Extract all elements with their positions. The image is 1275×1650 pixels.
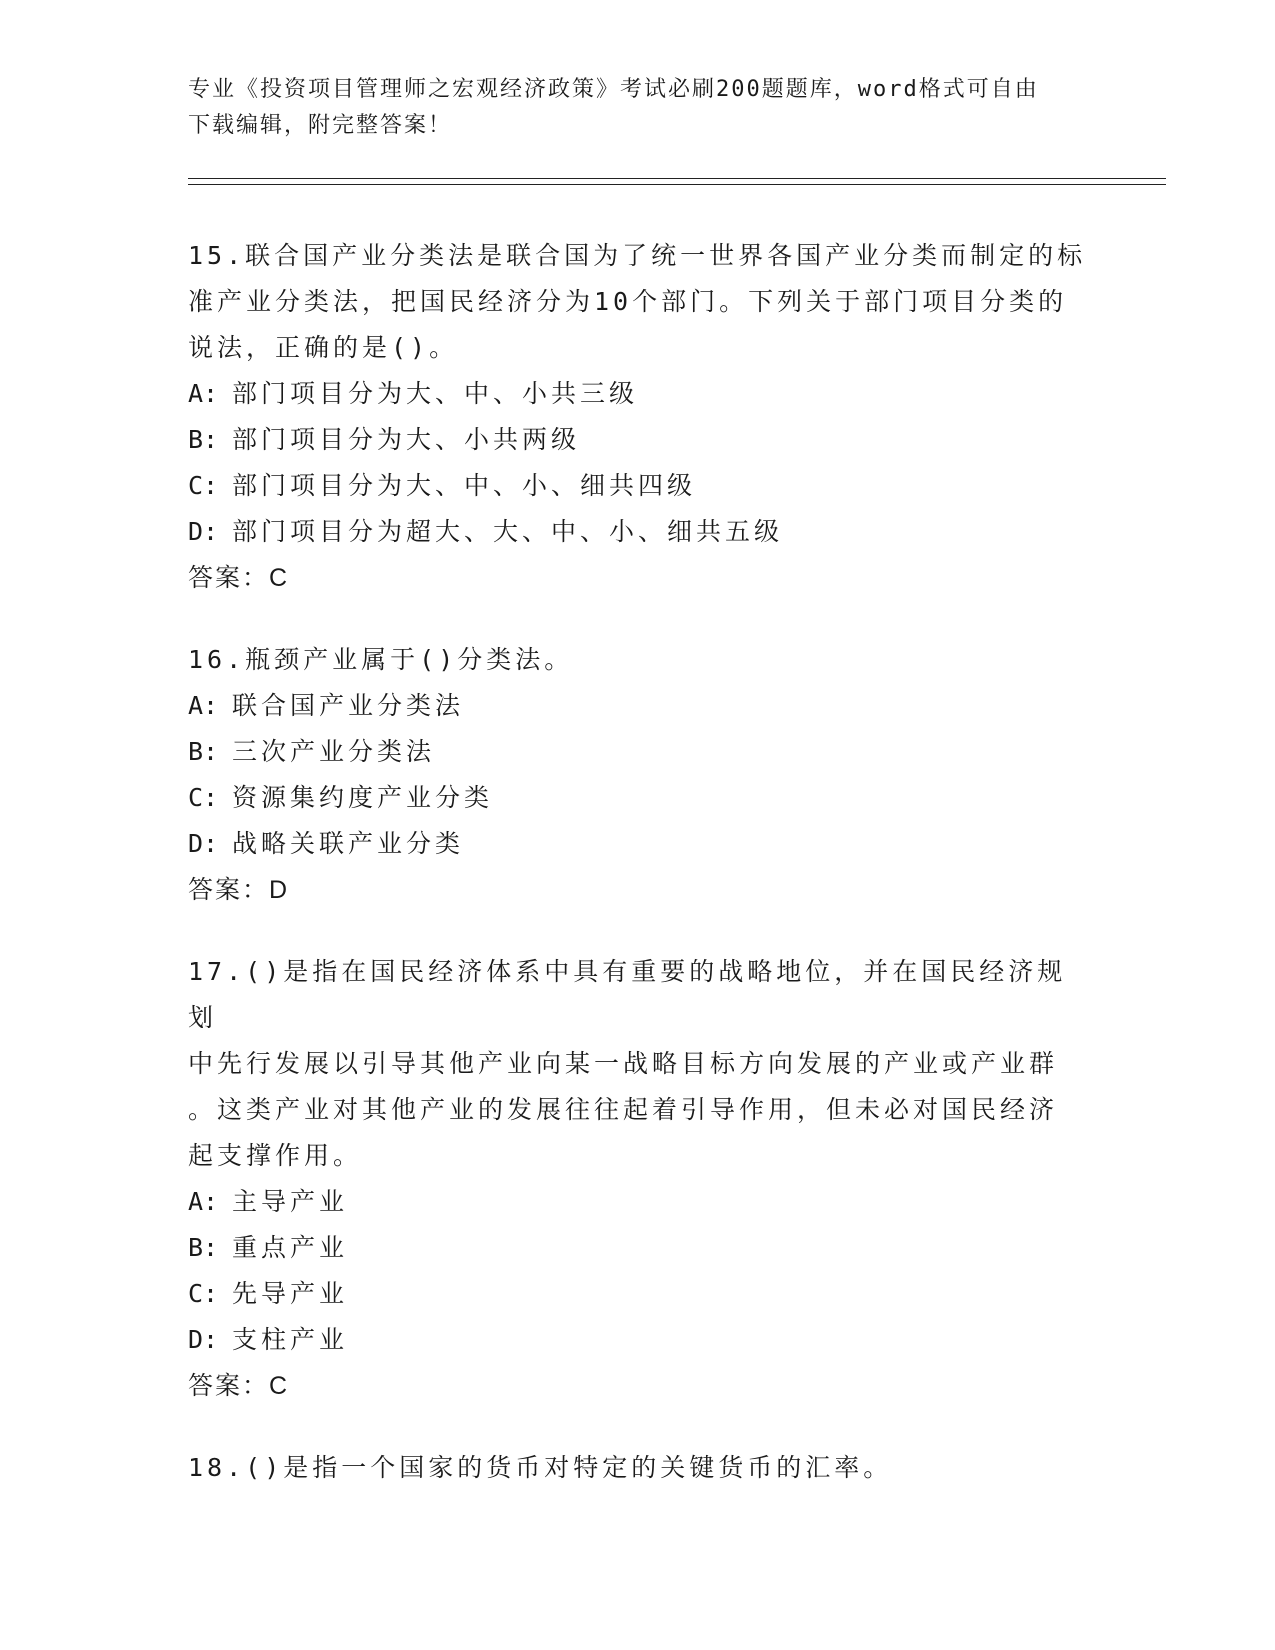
option-key: D:: [188, 517, 219, 546]
answer-option: [188, 509, 1088, 555]
option-key: A:: [188, 691, 219, 720]
question-line: 准产业分类法，把国民经济分为10个部门。下列关于部门项目分类的: [188, 287, 1068, 316]
answer-line: 答案：C: [188, 564, 290, 592]
document-header: [188, 72, 1088, 144]
question-line: 15.联合国产业分类法是联合国为了统一世界各国产业分类而制定的标: [188, 241, 1087, 270]
question-line: 18.()是指一个国家的货币对特定的关键货币的汇率。: [188, 1453, 893, 1482]
answer-option: [188, 775, 1088, 821]
option-key: B:: [188, 737, 219, 766]
question-list: [188, 233, 1088, 1527]
option-key: C:: [188, 471, 219, 500]
option-key: A:: [188, 379, 219, 408]
answer-line: 答案：C: [188, 1372, 290, 1400]
question-item: [188, 1445, 1088, 1491]
option-text: 三次产业分类法: [232, 737, 436, 766]
question-item: [188, 637, 1088, 913]
answer-option: [188, 729, 1088, 775]
option-key: A:: [188, 1187, 219, 1216]
question-text: [188, 637, 1088, 683]
question-line: 16.瓶颈产业属于()分类法。: [188, 645, 574, 674]
question-line: 17.()是指在国民经济体系中具有重要的战略地位，并在国民经济规划: [188, 957, 1067, 1032]
question-item: [188, 233, 1088, 601]
option-key: B:: [188, 1233, 219, 1262]
answer-option: [188, 1271, 1088, 1317]
question-line: 说法，正确的是()。: [188, 333, 459, 362]
question-text: [188, 949, 1088, 1179]
header-line-1: 专业《投资项目管理师之宏观经济政策》考试必刷200题题库，word格式可自由: [188, 77, 1039, 102]
answer-option: [188, 683, 1088, 729]
option-text: 战略关联产业分类: [232, 829, 465, 858]
option-key: B:: [188, 425, 219, 454]
option-text: 联合国产业分类法: [232, 691, 465, 720]
question-line: 。这类产业对其他产业的发展往往起着引导作用，但未必对国民经济: [188, 1095, 1059, 1124]
answer-option: [188, 463, 1088, 509]
question-item: [188, 949, 1088, 1409]
option-key: D:: [188, 1325, 219, 1354]
question-text: [188, 1445, 1088, 1491]
option-key: C:: [188, 783, 219, 812]
option-text: 部门项目分为大、中、小共三级: [232, 379, 639, 408]
question-text: [188, 233, 1088, 371]
header-divider-bottom: [188, 184, 1166, 185]
question-line: 起支撑作用。: [188, 1141, 363, 1170]
option-key: C:: [188, 1279, 219, 1308]
answer-option: [188, 417, 1088, 463]
answer-option: [188, 1225, 1088, 1271]
header-line-2: 下载编辑，附完整答案！: [188, 113, 453, 138]
option-text: 部门项目分为大、中、小、细共四级: [232, 471, 697, 500]
answer-option: [188, 371, 1088, 417]
option-text: 重点产业: [232, 1233, 349, 1262]
option-text: 资源集约度产业分类: [232, 783, 494, 812]
option-text: 主导产业: [232, 1187, 349, 1216]
question-line: 中先行发展以引导其他产业向某一战略目标方向发展的产业或产业群: [188, 1049, 1059, 1078]
answer-line: 答案：D: [188, 876, 290, 904]
option-text: 部门项目分为超大、大、中、小、细共五级: [232, 517, 784, 546]
option-text: 部门项目分为大、小共两级: [232, 425, 581, 454]
header-divider-top: [188, 178, 1166, 179]
option-key: D:: [188, 829, 219, 858]
answer-option: [188, 1179, 1088, 1225]
option-text: 支柱产业: [232, 1325, 349, 1354]
answer-option: [188, 1317, 1088, 1363]
option-text: 先导产业: [232, 1279, 349, 1308]
answer-option: [188, 821, 1088, 867]
